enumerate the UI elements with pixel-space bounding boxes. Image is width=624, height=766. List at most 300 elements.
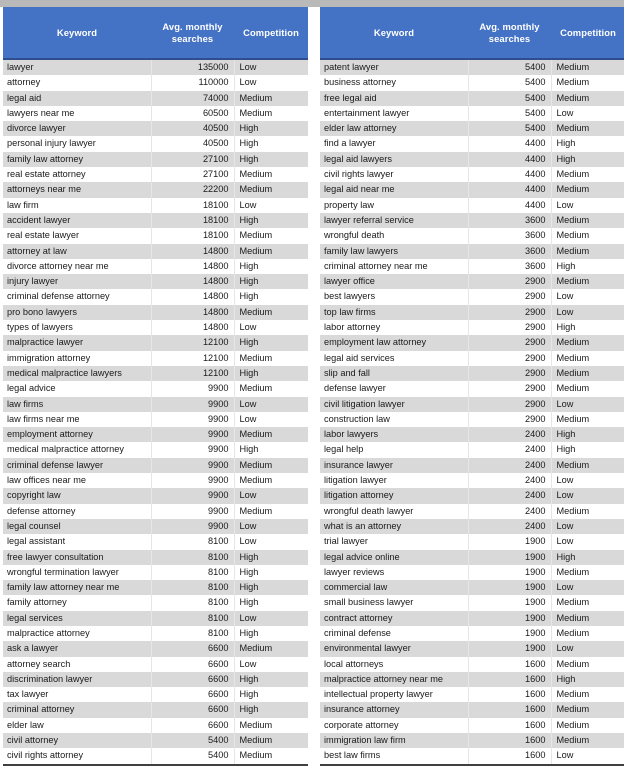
cell-avg-monthly-searches[interactable]: 1600	[468, 657, 551, 672]
cell-competition[interactable]: Low	[234, 412, 308, 427]
table-row[interactable]	[3, 718, 308, 733]
cell-keyword[interactable]: entertainment lawyer	[320, 106, 468, 121]
table-row[interactable]	[3, 152, 308, 167]
cell-competition[interactable]: High	[234, 550, 308, 565]
cell-keyword[interactable]: contract attorney	[320, 611, 468, 626]
cell-avg-monthly-searches[interactable]: 1900	[468, 565, 551, 580]
table-row[interactable]	[3, 473, 308, 488]
cell-avg-monthly-searches[interactable]: 1600	[468, 748, 551, 764]
table-row[interactable]	[320, 152, 624, 167]
table-row[interactable]	[320, 550, 624, 565]
cell-competition[interactable]: High	[551, 320, 624, 335]
cell-avg-monthly-searches[interactable]: 40500	[151, 136, 234, 151]
cell-avg-monthly-searches[interactable]: 1900	[468, 626, 551, 641]
cell-avg-monthly-searches[interactable]: 2900	[468, 366, 551, 381]
table-row[interactable]	[320, 182, 624, 197]
cell-keyword[interactable]: legal help	[320, 442, 468, 457]
cell-keyword[interactable]: defense attorney	[3, 504, 151, 519]
cell-keyword[interactable]: civil rights attorney	[3, 748, 151, 764]
cell-keyword[interactable]: elder law attorney	[320, 121, 468, 136]
cell-avg-monthly-searches[interactable]: 27100	[151, 167, 234, 182]
table-row[interactable]	[320, 320, 624, 335]
table-row[interactable]	[3, 75, 308, 90]
cell-competition[interactable]: High	[234, 702, 308, 717]
table-row[interactable]	[3, 228, 308, 243]
cell-competition[interactable]: Medium	[551, 595, 624, 610]
cell-competition[interactable]: Medium	[551, 718, 624, 733]
table-row[interactable]	[320, 213, 624, 228]
cell-competition[interactable]: Medium	[234, 167, 308, 182]
cell-avg-monthly-searches[interactable]: 2400	[468, 442, 551, 457]
table-row[interactable]	[3, 550, 308, 565]
table-row[interactable]	[320, 198, 624, 213]
cell-keyword[interactable]: family law attorney	[3, 152, 151, 167]
cell-avg-monthly-searches[interactable]: 74000	[151, 91, 234, 106]
cell-keyword[interactable]: insurance attorney	[320, 702, 468, 717]
table-row[interactable]	[3, 565, 308, 580]
table-row[interactable]	[3, 274, 308, 289]
cell-competition[interactable]: High	[234, 626, 308, 641]
cell-keyword[interactable]: insurance lawyer	[320, 458, 468, 473]
cell-keyword[interactable]: legal advice	[3, 381, 151, 396]
cell-keyword[interactable]: what is an attorney	[320, 519, 468, 534]
table-row[interactable]	[320, 121, 624, 136]
table-row[interactable]	[3, 305, 308, 320]
column-header-competition[interactable]: Competition	[234, 7, 308, 59]
cell-keyword[interactable]: legal aid services	[320, 351, 468, 366]
cell-keyword[interactable]: criminal attorney near me	[320, 259, 468, 274]
table-row[interactable]	[3, 59, 308, 75]
table-row[interactable]	[320, 718, 624, 733]
table-row[interactable]	[320, 274, 624, 289]
cell-avg-monthly-searches[interactable]: 6600	[151, 687, 234, 702]
cell-competition[interactable]: Medium	[551, 657, 624, 672]
table-row[interactable]	[320, 442, 624, 457]
cell-avg-monthly-searches[interactable]: 2900	[468, 335, 551, 350]
cell-avg-monthly-searches[interactable]: 1900	[468, 641, 551, 656]
cell-competition[interactable]: High	[234, 580, 308, 595]
cell-competition[interactable]: Low	[234, 534, 308, 549]
cell-competition[interactable]: High	[234, 274, 308, 289]
column-header-competition[interactable]: Competition	[551, 7, 624, 59]
cell-keyword[interactable]: business attorney	[320, 75, 468, 90]
table-row[interactable]	[3, 320, 308, 335]
cell-keyword[interactable]: civil rights lawyer	[320, 167, 468, 182]
cell-avg-monthly-searches[interactable]: 12100	[151, 351, 234, 366]
table-row[interactable]	[3, 427, 308, 442]
table-row[interactable]	[3, 91, 308, 106]
cell-keyword[interactable]: malpractice attorney	[3, 626, 151, 641]
cell-competition[interactable]: High	[551, 136, 624, 151]
cell-avg-monthly-searches[interactable]: 2400	[468, 504, 551, 519]
cell-keyword[interactable]: divorce lawyer	[3, 121, 151, 136]
column-header-keyword[interactable]: Keyword	[320, 7, 468, 59]
table-row[interactable]	[320, 733, 624, 748]
cell-competition[interactable]: Low	[551, 305, 624, 320]
cell-avg-monthly-searches[interactable]: 1600	[468, 718, 551, 733]
cell-keyword[interactable]: attorney at law	[3, 244, 151, 259]
table-row[interactable]	[3, 442, 308, 457]
table-row[interactable]	[3, 381, 308, 396]
table-row[interactable]	[3, 289, 308, 304]
cell-avg-monthly-searches[interactable]: 8100	[151, 626, 234, 641]
table-row[interactable]	[3, 106, 308, 121]
cell-competition[interactable]: High	[234, 152, 308, 167]
cell-keyword[interactable]: tax lawyer	[3, 687, 151, 702]
table-row[interactable]	[3, 335, 308, 350]
cell-competition[interactable]: Medium	[234, 228, 308, 243]
table-row[interactable]	[320, 305, 624, 320]
table-row[interactable]	[3, 213, 308, 228]
table-row[interactable]	[320, 106, 624, 121]
cell-competition[interactable]: Medium	[551, 91, 624, 106]
cell-avg-monthly-searches[interactable]: 1900	[468, 534, 551, 549]
cell-keyword[interactable]: defense lawyer	[320, 381, 468, 396]
table-row[interactable]	[320, 657, 624, 672]
table-row[interactable]	[320, 473, 624, 488]
cell-avg-monthly-searches[interactable]: 2400	[468, 488, 551, 503]
cell-avg-monthly-searches[interactable]: 1600	[468, 672, 551, 687]
table-row[interactable]	[3, 488, 308, 503]
cell-keyword[interactable]: civil litigation lawyer	[320, 397, 468, 412]
cell-competition[interactable]: Medium	[234, 641, 308, 656]
cell-avg-monthly-searches[interactable]: 6600	[151, 657, 234, 672]
cell-competition[interactable]: Medium	[234, 351, 308, 366]
cell-avg-monthly-searches[interactable]: 14800	[151, 305, 234, 320]
table-row[interactable]	[3, 351, 308, 366]
cell-avg-monthly-searches[interactable]: 12100	[151, 366, 234, 381]
cell-competition[interactable]: Medium	[551, 687, 624, 702]
cell-keyword[interactable]: legal aid	[3, 91, 151, 106]
cell-keyword[interactable]: lawyers near me	[3, 106, 151, 121]
table-row[interactable]	[320, 626, 624, 641]
cell-competition[interactable]: High	[234, 213, 308, 228]
cell-keyword[interactable]: law firm	[3, 198, 151, 213]
cell-avg-monthly-searches[interactable]: 135000	[151, 59, 234, 75]
table-row[interactable]	[320, 519, 624, 534]
cell-competition[interactable]: High	[234, 366, 308, 381]
cell-keyword[interactable]: family law attorney near me	[3, 580, 151, 595]
table-row[interactable]	[3, 167, 308, 182]
cell-competition[interactable]: Low	[551, 488, 624, 503]
table-row[interactable]	[320, 289, 624, 304]
cell-avg-monthly-searches[interactable]: 1600	[468, 687, 551, 702]
cell-keyword[interactable]: legal counsel	[3, 519, 151, 534]
cell-keyword[interactable]: copyright law	[3, 488, 151, 503]
cell-avg-monthly-searches[interactable]: 5400	[151, 733, 234, 748]
cell-competition[interactable]: Low	[551, 534, 624, 549]
table-row[interactable]	[320, 91, 624, 106]
cell-keyword[interactable]: labor attorney	[320, 320, 468, 335]
cell-keyword[interactable]: employment law attorney	[320, 335, 468, 350]
cell-competition[interactable]: Medium	[551, 274, 624, 289]
cell-competition[interactable]: Medium	[234, 182, 308, 197]
cell-competition[interactable]: Medium	[234, 244, 308, 259]
cell-avg-monthly-searches[interactable]: 40500	[151, 121, 234, 136]
cell-competition[interactable]: Medium	[551, 565, 624, 580]
cell-keyword[interactable]: legal assistant	[3, 534, 151, 549]
table-row[interactable]	[3, 397, 308, 412]
cell-keyword[interactable]: types of lawyers	[3, 320, 151, 335]
cell-keyword[interactable]: malpractice attorney near me	[320, 672, 468, 687]
cell-keyword[interactable]: injury lawyer	[3, 274, 151, 289]
cell-keyword[interactable]: intellectual property lawyer	[320, 687, 468, 702]
cell-avg-monthly-searches[interactable]: 6600	[151, 702, 234, 717]
cell-keyword[interactable]: criminal defense attorney	[3, 289, 151, 304]
cell-keyword[interactable]: immigration attorney	[3, 351, 151, 366]
cell-keyword[interactable]: free legal aid	[320, 91, 468, 106]
cell-competition[interactable]: Low	[551, 106, 624, 121]
cell-competition[interactable]: High	[551, 550, 624, 565]
cell-keyword[interactable]: wrongful death lawyer	[320, 504, 468, 519]
cell-avg-monthly-searches[interactable]: 18100	[151, 213, 234, 228]
cell-keyword[interactable]: top law firms	[320, 305, 468, 320]
cell-keyword[interactable]: criminal defense lawyer	[3, 458, 151, 473]
table-row[interactable]	[3, 366, 308, 381]
cell-competition[interactable]: Medium	[234, 106, 308, 121]
cell-keyword[interactable]: environmental lawyer	[320, 641, 468, 656]
table-row[interactable]	[320, 259, 624, 274]
cell-avg-monthly-searches[interactable]: 1900	[468, 611, 551, 626]
cell-competition[interactable]: Medium	[551, 335, 624, 350]
cell-competition[interactable]: Medium	[551, 75, 624, 90]
cell-keyword[interactable]: law firms near me	[3, 412, 151, 427]
cell-competition[interactable]: High	[234, 565, 308, 580]
cell-competition[interactable]: Medium	[551, 366, 624, 381]
cell-keyword[interactable]: lawyer reviews	[320, 565, 468, 580]
cell-avg-monthly-searches[interactable]: 8100	[151, 534, 234, 549]
cell-avg-monthly-searches[interactable]: 8100	[151, 550, 234, 565]
cell-keyword[interactable]: litigation lawyer	[320, 473, 468, 488]
table-row[interactable]	[320, 244, 624, 259]
cell-avg-monthly-searches[interactable]: 9900	[151, 473, 234, 488]
cell-keyword[interactable]: divorce attorney near me	[3, 259, 151, 274]
cell-avg-monthly-searches[interactable]: 1900	[468, 550, 551, 565]
cell-avg-monthly-searches[interactable]: 4400	[468, 182, 551, 197]
cell-competition[interactable]: High	[234, 289, 308, 304]
cell-keyword[interactable]: law firms	[3, 397, 151, 412]
cell-competition[interactable]: Medium	[234, 381, 308, 396]
column-header-keyword[interactable]: Keyword	[3, 7, 151, 59]
cell-competition[interactable]: Low	[234, 198, 308, 213]
cell-keyword[interactable]: legal advice online	[320, 550, 468, 565]
cell-competition[interactable]: Low	[551, 397, 624, 412]
cell-competition[interactable]: Low	[234, 488, 308, 503]
cell-competition[interactable]: Medium	[234, 473, 308, 488]
cell-competition[interactable]: Medium	[234, 733, 308, 748]
table-row[interactable]	[320, 565, 624, 580]
cell-competition[interactable]: Medium	[551, 167, 624, 182]
cell-avg-monthly-searches[interactable]: 14800	[151, 259, 234, 274]
cell-competition[interactable]: High	[234, 687, 308, 702]
cell-avg-monthly-searches[interactable]: 2400	[468, 458, 551, 473]
cell-keyword[interactable]: malpractice lawyer	[3, 335, 151, 350]
table-row[interactable]	[320, 641, 624, 656]
cell-competition[interactable]: Low	[551, 198, 624, 213]
table-row[interactable]	[320, 611, 624, 626]
table-row[interactable]	[3, 244, 308, 259]
cell-competition[interactable]: Low	[234, 75, 308, 90]
cell-avg-monthly-searches[interactable]: 2900	[468, 397, 551, 412]
cell-keyword[interactable]: civil attorney	[3, 733, 151, 748]
cell-competition[interactable]: High	[551, 259, 624, 274]
cell-avg-monthly-searches[interactable]: 14800	[151, 274, 234, 289]
cell-competition[interactable]: Low	[551, 748, 624, 764]
cell-keyword[interactable]: trial lawyer	[320, 534, 468, 549]
cell-competition[interactable]: Medium	[551, 228, 624, 243]
cell-avg-monthly-searches[interactable]: 6600	[151, 672, 234, 687]
cell-avg-monthly-searches[interactable]: 2400	[468, 427, 551, 442]
cell-avg-monthly-searches[interactable]: 22200	[151, 182, 234, 197]
table-row[interactable]	[320, 504, 624, 519]
cell-avg-monthly-searches[interactable]: 1900	[468, 580, 551, 595]
cell-keyword[interactable]: accident lawyer	[3, 213, 151, 228]
cell-competition[interactable]: Medium	[551, 244, 624, 259]
table-row[interactable]	[320, 748, 624, 764]
cell-avg-monthly-searches[interactable]: 18100	[151, 198, 234, 213]
cell-avg-monthly-searches[interactable]: 9900	[151, 504, 234, 519]
table-row[interactable]	[3, 534, 308, 549]
cell-competition[interactable]: High	[234, 121, 308, 136]
cell-avg-monthly-searches[interactable]: 2400	[468, 473, 551, 488]
cell-avg-monthly-searches[interactable]: 14800	[151, 244, 234, 259]
cell-keyword[interactable]: law offices near me	[3, 473, 151, 488]
cell-keyword[interactable]: lawyer office	[320, 274, 468, 289]
table-row[interactable]	[320, 595, 624, 610]
cell-keyword[interactable]: ask a lawyer	[3, 641, 151, 656]
table-row[interactable]	[3, 412, 308, 427]
cell-avg-monthly-searches[interactable]: 8100	[151, 595, 234, 610]
cell-competition[interactable]: Medium	[551, 412, 624, 427]
cell-avg-monthly-searches[interactable]: 2900	[468, 305, 551, 320]
cell-keyword[interactable]: family attorney	[3, 595, 151, 610]
table-row[interactable]	[3, 182, 308, 197]
cell-keyword[interactable]: construction law	[320, 412, 468, 427]
table-row[interactable]	[3, 672, 308, 687]
cell-keyword[interactable]: pro bono lawyers	[3, 305, 151, 320]
cell-keyword[interactable]: wrongful termination lawyer	[3, 565, 151, 580]
cell-avg-monthly-searches[interactable]: 9900	[151, 488, 234, 503]
cell-keyword[interactable]: discrimination lawyer	[3, 672, 151, 687]
table-row[interactable]	[320, 672, 624, 687]
cell-competition[interactable]: Low	[551, 519, 624, 534]
cell-keyword[interactable]: real estate lawyer	[3, 228, 151, 243]
table-row[interactable]	[3, 595, 308, 610]
cell-keyword[interactable]: find a lawyer	[320, 136, 468, 151]
table-row[interactable]	[3, 259, 308, 274]
cell-avg-monthly-searches[interactable]: 2900	[468, 381, 551, 396]
cell-keyword[interactable]: medical malpractice lawyers	[3, 366, 151, 381]
cell-avg-monthly-searches[interactable]: 5400	[468, 106, 551, 121]
cell-keyword[interactable]: criminal defense	[320, 626, 468, 641]
cell-competition[interactable]: High	[234, 335, 308, 350]
table-row[interactable]	[320, 534, 624, 549]
cell-competition[interactable]: Low	[234, 59, 308, 75]
table-row[interactable]	[320, 458, 624, 473]
cell-avg-monthly-searches[interactable]: 9900	[151, 427, 234, 442]
cell-avg-monthly-searches[interactable]: 60500	[151, 106, 234, 121]
cell-keyword[interactable]: lawyer	[3, 59, 151, 75]
cell-avg-monthly-searches[interactable]: 12100	[151, 335, 234, 350]
cell-competition[interactable]: Medium	[234, 718, 308, 733]
cell-keyword[interactable]: employment attorney	[3, 427, 151, 442]
table-row[interactable]	[3, 611, 308, 626]
cell-competition[interactable]: Medium	[234, 458, 308, 473]
cell-avg-monthly-searches[interactable]: 110000	[151, 75, 234, 90]
cell-keyword[interactable]: patent lawyer	[320, 59, 468, 75]
cell-competition[interactable]: Medium	[234, 91, 308, 106]
cell-competition[interactable]: Low	[234, 397, 308, 412]
cell-avg-monthly-searches[interactable]: 2900	[468, 289, 551, 304]
cell-competition[interactable]: High	[234, 672, 308, 687]
cell-competition[interactable]: Low	[234, 657, 308, 672]
cell-avg-monthly-searches[interactable]: 14800	[151, 289, 234, 304]
cell-avg-monthly-searches[interactable]: 8100	[151, 611, 234, 626]
cell-competition[interactable]: Low	[234, 611, 308, 626]
table-row[interactable]	[320, 136, 624, 151]
cell-avg-monthly-searches[interactable]: 4400	[468, 167, 551, 182]
table-row[interactable]	[320, 427, 624, 442]
cell-competition[interactable]: Medium	[551, 458, 624, 473]
cell-competition[interactable]: Low	[234, 519, 308, 534]
cell-avg-monthly-searches[interactable]: 5400	[468, 121, 551, 136]
cell-avg-monthly-searches[interactable]: 1600	[468, 702, 551, 717]
cell-keyword[interactable]: legal aid lawyers	[320, 152, 468, 167]
cell-keyword[interactable]: attorneys near me	[3, 182, 151, 197]
cell-keyword[interactable]: criminal attorney	[3, 702, 151, 717]
cell-keyword[interactable]: attorney	[3, 75, 151, 90]
cell-avg-monthly-searches[interactable]: 2900	[468, 274, 551, 289]
cell-competition[interactable]: Medium	[551, 213, 624, 228]
cell-avg-monthly-searches[interactable]: 1900	[468, 595, 551, 610]
cell-competition[interactable]: Medium	[551, 59, 624, 75]
table-row[interactable]	[3, 641, 308, 656]
table-row[interactable]	[3, 687, 308, 702]
cell-competition[interactable]: High	[234, 442, 308, 457]
cell-avg-monthly-searches[interactable]: 9900	[151, 412, 234, 427]
cell-avg-monthly-searches[interactable]: 9900	[151, 519, 234, 534]
cell-keyword[interactable]: personal injury lawyer	[3, 136, 151, 151]
cell-competition[interactable]: High	[551, 427, 624, 442]
cell-avg-monthly-searches[interactable]: 9900	[151, 397, 234, 412]
table-row[interactable]	[3, 702, 308, 717]
cell-competition[interactable]: Medium	[551, 702, 624, 717]
column-header-volume[interactable]	[468, 7, 551, 59]
cell-keyword[interactable]: attorney search	[3, 657, 151, 672]
cell-competition[interactable]: High	[551, 152, 624, 167]
cell-avg-monthly-searches[interactable]: 3600	[468, 213, 551, 228]
cell-avg-monthly-searches[interactable]: 3600	[468, 244, 551, 259]
cell-competition[interactable]: Medium	[551, 733, 624, 748]
cell-competition[interactable]: Medium	[234, 504, 308, 519]
table-row[interactable]	[320, 335, 624, 350]
cell-keyword[interactable]: labor lawyers	[320, 427, 468, 442]
table-row[interactable]	[3, 504, 308, 519]
cell-avg-monthly-searches[interactable]: 27100	[151, 152, 234, 167]
cell-avg-monthly-searches[interactable]: 8100	[151, 565, 234, 580]
cell-avg-monthly-searches[interactable]: 5400	[468, 59, 551, 75]
table-row[interactable]	[320, 412, 624, 427]
cell-keyword[interactable]: property law	[320, 198, 468, 213]
cell-avg-monthly-searches[interactable]: 3600	[468, 228, 551, 243]
cell-keyword[interactable]: wrongful death	[320, 228, 468, 243]
cell-avg-monthly-searches[interactable]: 1600	[468, 733, 551, 748]
table-row[interactable]	[3, 519, 308, 534]
cell-avg-monthly-searches[interactable]: 2900	[468, 412, 551, 427]
cell-competition[interactable]: High	[234, 259, 308, 274]
cell-competition[interactable]: Medium	[551, 381, 624, 396]
cell-competition[interactable]: Low	[551, 641, 624, 656]
